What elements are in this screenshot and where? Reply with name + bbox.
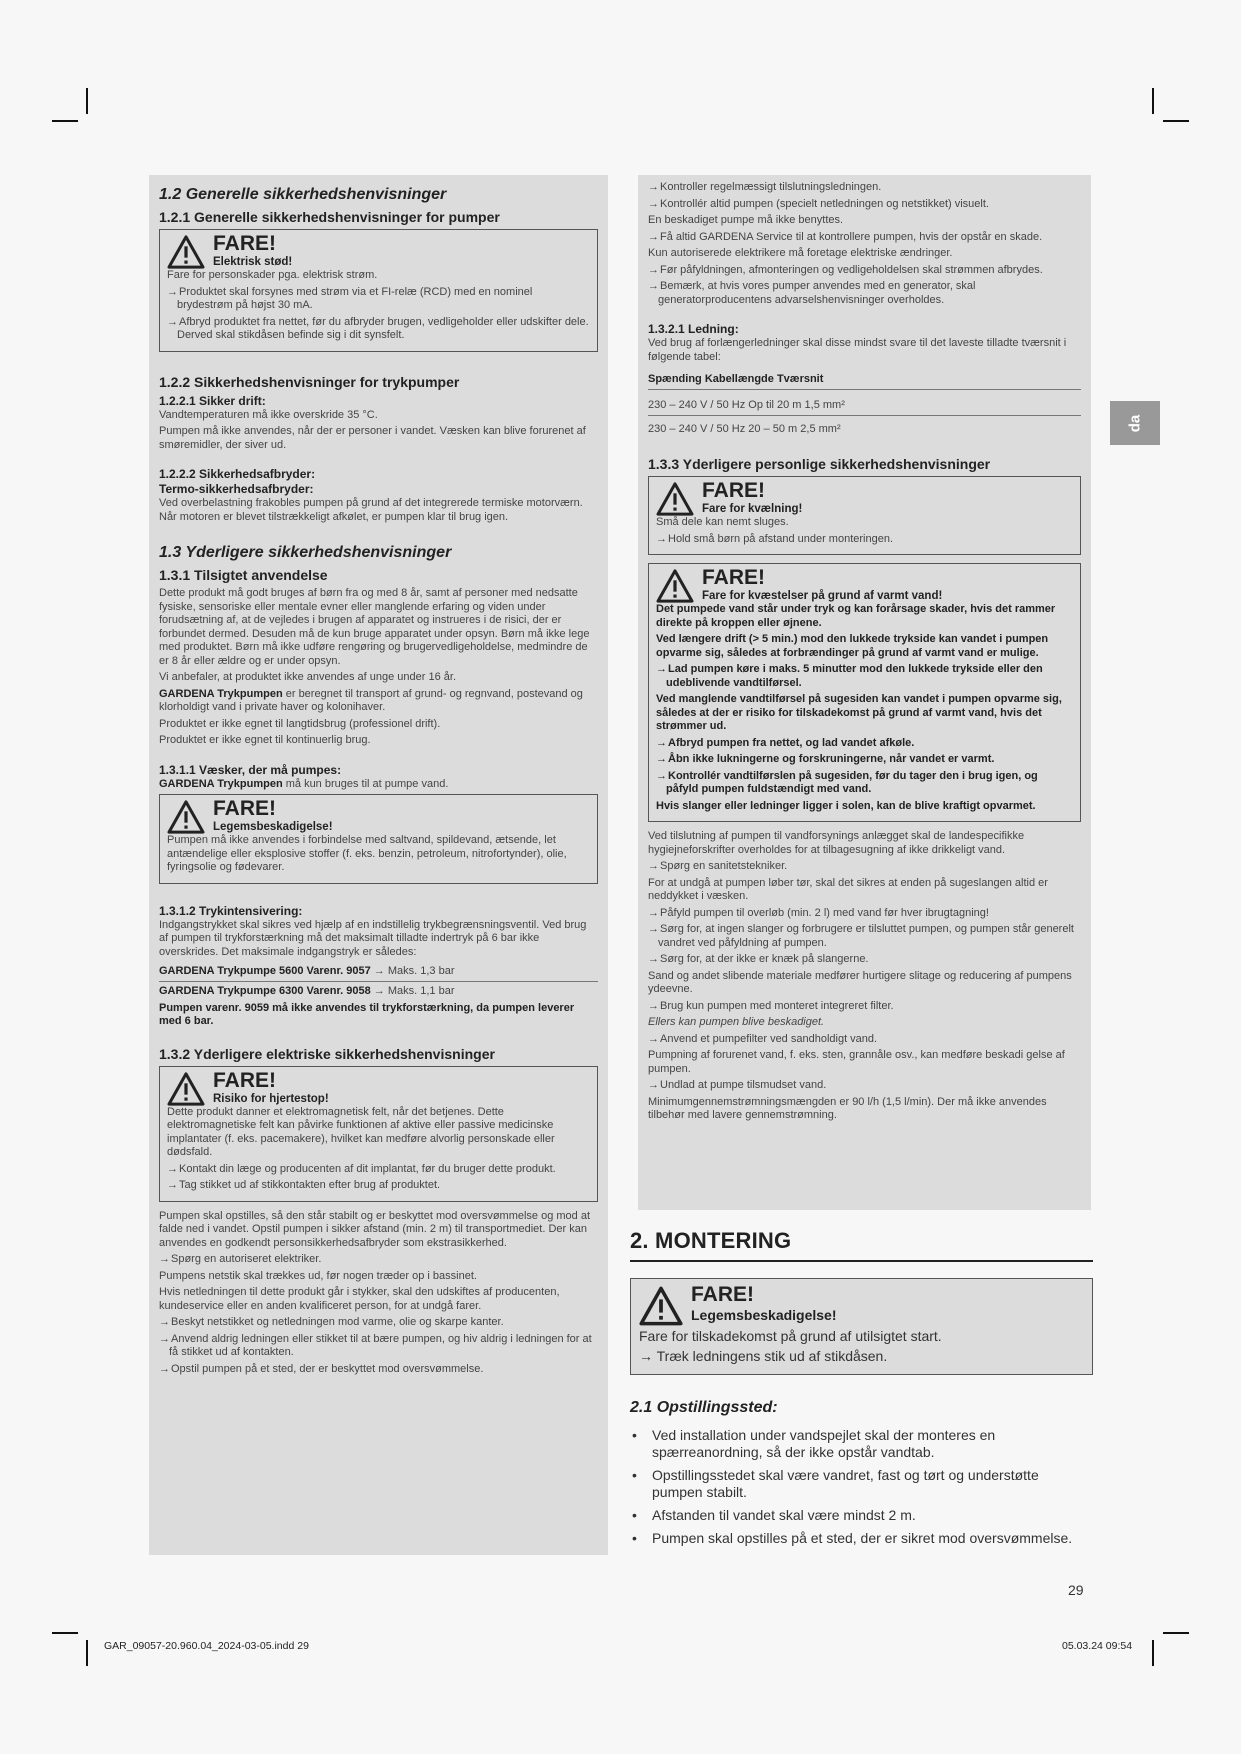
danger-text: Fare for personskader pga. elektrisk strøm.	[167, 269, 378, 281]
arrow-icon: →	[648, 953, 659, 965]
warning-triangle-icon	[167, 1072, 205, 1106]
list-item: →Sørg for, at der ikke er knæk på slangerne.	[648, 953, 869, 965]
list-item: →Afbryd produktet fra nettet, før du afbryder brugen, vedligeholder eller udskifter dele. Derved skal stikdåsen befinde sig i dit synsfelt.	[167, 315, 589, 341]
list-item: →Kontakt din læge og producenten af dit implantat, før du bruger dette produkt.	[167, 1162, 556, 1175]
paragraph: GARDENA Trykpumpen må kun bruges til at pumpe vand.	[159, 777, 449, 790]
list-item: →Beskyt netstikket og netledningen mod varme, olie og skarpe kanter.	[159, 1316, 504, 1328]
paragraph: For at undgå at pumpen løber tør, skal det sikres at enden på sugeslangen altid er neddykket i væsken.	[648, 876, 1048, 902]
arrow-icon: →	[656, 532, 667, 545]
list-item: →Åbn ikke lukningerne og forskruningerne, når vandet er varmt.	[656, 753, 995, 765]
list-item: →Spørg en autoriseret elektriker.	[159, 1253, 322, 1265]
arrow-icon: →	[648, 1079, 659, 1091]
paragraph: Ellers kan pumpen blive beskadiget.	[648, 1016, 825, 1028]
pressure-row: GARDENA Trykpumpe 6300 Varenr. 9058 → Maks. 1,1 bar	[159, 985, 455, 997]
danger-text: Hvis slanger eller ledninger ligger i solen, kan de blive kraftigt opvarmet.	[656, 799, 1036, 812]
paragraph: Kun autoriserede elektrikere må foretage elektriske ændringer.	[648, 247, 953, 259]
list-item: →Produktet skal forsynes med strøm via et FI-relæ (RCD) med en nominel brydestrøm på højst 30 mA.	[167, 285, 533, 311]
danger-box-hot-water	[648, 563, 1081, 822]
arrow-icon: →	[648, 923, 659, 935]
arrow-icon: →	[167, 1179, 178, 1191]
danger-text: Dette produkt danner et elektromagnetisk felt, når det betjenes. Dette elektromagnetiske felt kan påvirke funktionen af aktive eller passive medicinske implantater (f. eks. pacemakere), hvilket kan medføre alvorlig personskade eller dødsfald.	[167, 1105, 555, 1158]
warning-triangle-icon	[639, 1286, 683, 1326]
bullet-item: • Pumpen skal opstilles på et sted, der er sikret mod oversvømmelse.	[632, 1530, 1073, 1546]
paragraph: GARDENA Trykpumpen er beregnet til transport af grund- og regnvand, postevand og klorholdigt vand i private haver og kolonihaver.	[159, 687, 583, 713]
danger-box-montering	[630, 1278, 1093, 1375]
subsection-heading: 1.2.2 Sikkerhedshenvisninger for trykpumper	[159, 373, 460, 390]
danger-title: FARE!	[213, 797, 276, 820]
danger-title: FARE!	[702, 566, 765, 589]
crop-mark	[52, 120, 78, 122]
crop-mark	[1152, 1640, 1154, 1666]
arrow-icon: →	[648, 999, 659, 1012]
list-item: →Kontrollér altid pumpen (specielt netledningen og netstikket) visuelt.	[648, 197, 989, 210]
list-item: →Anvend aldrig ledningen eller stikket til at bære pumpen, og hiv aldrig i ledningen for at få stikket ud af kontakten.	[159, 1332, 592, 1358]
arrow-icon: →	[648, 1032, 659, 1045]
paragraph: Pumpen skal opstilles, så den står stabilt og er beskyttet mod oversvømmelse og mod at falde ned i vandet. Opstil pumpen i sikker afstand (min. 2 m) til transportmediet. Der kan anvendes en godkendt personsikkerhedsafbryder som ekstrasikkerhed.	[159, 1209, 591, 1249]
chapter-heading: 2. MONTERING	[630, 1228, 1093, 1262]
paragraph: Produktet er ikke egnet til langtidsbrug (professionel drift).	[159, 717, 441, 730]
danger-text: Ved manglende vandtilførsel på sugesiden kan vandet i pumpen opvarme sig, således at der er risiko for tilskadekomst på grund af varmt vand, hvis det strømmer ud.	[656, 693, 1062, 732]
list-item: →Spørg en sanitetstekniker.	[648, 860, 788, 872]
list-item: →Sørg for, at ingen slanger og forbrugere er tilsluttet pumpen, og pumpen står generelt vandret ved påfyldning af pumpen.	[648, 923, 1074, 949]
paragraph: Minimumgennemstrømningsmængden er 90 l/h (1,5 l/min). Der må ikke anvendes tilbehør med lavere gennemstrømning.	[648, 1095, 1047, 1121]
arrow-icon: →	[648, 906, 659, 919]
danger-subtitle: Elektrisk stød!	[213, 256, 293, 268]
arrow-icon: →	[656, 769, 667, 782]
arrow-icon: →	[639, 1348, 653, 1364]
danger-title: FARE!	[691, 1283, 754, 1306]
paragraph: En beskadiget pumpe må ikke benyttes.	[648, 214, 844, 226]
warning-triangle-icon	[167, 235, 205, 269]
danger-subtitle: Legemsbeskadigelse!	[691, 1307, 837, 1323]
crop-mark	[1152, 88, 1154, 114]
paragraph: Vi anbefaler, at produktet ikke anvendes af unge under 16 år.	[159, 671, 457, 683]
paragraph: Indgangstrykket skal sikres ved hjælp af en indstillelig trykbegrænsningsventil. Ved brug af pumpen til trykforstærkning må det maksimalt tilladte indertryk på 6 bar ikke overskrides. Det maksimale indgangstryk er således:	[159, 918, 587, 958]
cable-table-row: 230 – 240 V / 50 Hz 20 – 50 m 2,5 mm²	[648, 423, 841, 435]
arrow-icon: →	[656, 736, 667, 749]
danger-text: Pumpen må ikke anvendes i forbindelse med saltvand, spildevand, ætsende, let antændelige eller eksplosive stoffer (f. eks. benzin, petroleum, nitrofortynder), olie, fyringsolie og fødevarer.	[167, 834, 567, 873]
danger-subtitle: Fare for kvælning!	[702, 503, 803, 515]
warning-triangle-icon	[167, 800, 205, 834]
section-montering	[630, 1228, 1093, 1553]
danger-box-cardiac	[159, 1066, 598, 1202]
bullet-icon: •	[632, 1530, 637, 1546]
bullet-icon: •	[632, 1427, 637, 1443]
bullet-item: • Ved installation under vandspejlet skal der monteres en spærreanordning, så der ikke opstår vandtab.	[632, 1427, 996, 1460]
danger-box-choking	[648, 476, 1081, 555]
bullet-item: • Opstillingsstedet skal være vandret, fast og tørt og understøtte pumpen stabilt.	[632, 1467, 1039, 1500]
crop-mark	[86, 1640, 88, 1666]
danger-box-injury	[159, 794, 598, 884]
warning-triangle-icon	[656, 482, 694, 516]
arrow-icon: →	[656, 663, 667, 675]
warning-triangle-icon	[656, 569, 694, 603]
danger-title: FARE!	[213, 1068, 276, 1092]
paragraph: Ved brug af forlængerledninger skal disse mindst svare til det laveste tilladte tværsnit i følgende tabel:	[648, 337, 1067, 363]
section-heading: 1.2 Generelle sikkerhedshenvisninger	[159, 186, 447, 203]
crop-mark	[1163, 1632, 1189, 1634]
arrow-icon: →	[648, 860, 659, 872]
subsubsection-heading: 1.2.2.2 Sikkerhedsafbryder:	[159, 467, 316, 481]
list-item: →Undlad at pumpe tilsmudset vand.	[648, 1079, 827, 1091]
crop-mark	[86, 88, 88, 114]
arrow-icon: →	[648, 230, 659, 243]
paragraph: Pumpens netstik skal trækkes ud, før nogen træder op i bassinet.	[159, 1269, 477, 1282]
paragraph: Hvis netledningen til dette produkt går i stykker, skal den udskiftes af producenten, kundeservice eller en anden kvalificeret person, for at undgå farer.	[159, 1286, 560, 1312]
paragraph: Sand og andet slibende materiale medfører hurtigere slitage og reducering af pumpens ydeevne.	[648, 969, 1072, 995]
list-item: →Anvend et pumpefilter ved sandholdigt vand.	[648, 1032, 878, 1045]
paragraph: Ved overbelastning frakobles pumpen på grund af det integrerede termiske motorværn. Når motoren er blevet tilstrækkeligt afkølet, er pumpen klar til brug igen.	[159, 497, 583, 523]
right-column	[638, 175, 1091, 1210]
danger-box-electric	[159, 229, 598, 352]
footer-file: GAR_09057-20.960.04_2024-03-05.indd 29	[104, 1640, 309, 1652]
subsection-heading: 1.3.1 Tilsigtet anvendelse	[159, 567, 328, 583]
language-tab: da	[1110, 401, 1160, 445]
pressure-row: GARDENA Trykpumpe 5600 Varenr. 9057 → Maks. 1,3 bar	[159, 962, 598, 982]
list-item: →Opstil pumpen på et sted, der er beskyttet mod oversvømmelse.	[159, 1362, 484, 1375]
danger-subtitle: Legemsbeskadigelse!	[213, 821, 333, 833]
list-item: →Afbryd pumpen fra nettet, og lad vandet afkøle.	[656, 736, 915, 749]
paragraph: Dette produkt må godt bruges af børn fra og med 8 år, samt af personer med nedsatte fysiske, sensoriske eller mentale evner eller manglende erfaring og viden under forudsætning af, at de vejledes i brugen af apparatet og instrueres i de risici, der er forbundet dermed. Desuden må de kun bruge apparatet under opsyn. Børn må ikke lege med produktet. Børn må ikke udføre rengøring og brugervedligeholdelse, medmindre de er 8 år eller ældre og er under opsyn.	[159, 587, 590, 667]
page-number: 29	[1068, 1582, 1084, 1598]
arrow-icon: →	[648, 197, 659, 210]
subsection-heading: 1.2.1 Generelle sikkerhedshenvisninger for pumper	[159, 209, 500, 225]
danger-text: Det pumpede vand står under tryk og kan forårsage skader, hvis det rammer direkte på kroppen eller øjnene.	[656, 603, 1056, 629]
subsection-heading: 1.3.3 Yderligere personlige sikkerhedshenvisninger	[648, 456, 991, 472]
danger-subtitle: Fare for kvæstelser på grund af varmt vand!	[702, 590, 943, 602]
paragraph: Vandtemperaturen må ikke overskride 35 °C.	[159, 408, 378, 421]
list-item: →Lad pumpen køre i maks. 5 minutter mod den lukkede trykside eller den udeblivende vandtilførsel.	[656, 663, 1043, 689]
cable-table-header: Spænding Kabellængde Tværsnit	[648, 370, 1081, 390]
arrow-icon: →	[167, 315, 178, 328]
crop-mark	[52, 1632, 78, 1634]
subsubsection-heading: 1.2.2.1 Sikker drift:	[159, 393, 266, 408]
arrow-icon: →	[648, 263, 659, 276]
crop-mark	[1163, 120, 1189, 122]
list-item: →Kontrollér vandtilførslen på sugesiden, før du tager den i brug igen, og påfyld pumpen fuldstændigt med vand.	[656, 769, 1038, 795]
danger-subtitle: Risiko for hjertestop!	[213, 1092, 329, 1105]
bullet-icon: •	[632, 1507, 637, 1523]
arrow-icon: →	[159, 1362, 170, 1375]
list-item: →Kontroller regelmæssigt tilslutningsledningen.	[648, 181, 882, 193]
arrow-icon: →	[159, 1253, 170, 1265]
danger-text: Små dele kan nemt sluges.	[656, 516, 789, 528]
subsubsection-heading: Termo-sikkerhedsafbryder:	[159, 482, 314, 496]
arrow-icon: →	[159, 1332, 170, 1345]
arrow-icon: →	[167, 1162, 178, 1175]
arrow-icon: →	[648, 181, 659, 193]
list-item: →Tag stikket ud af stikkontakten efter brug af produktet.	[167, 1179, 441, 1191]
list-item: →Før påfyldningen, afmonteringen og vedligeholdelsen skal strømmen afbrydes.	[648, 263, 1043, 276]
subsection-heading: 1.3.2 Yderligere elektriske sikkerhedshenvisninger	[159, 1045, 495, 1062]
danger-title: FARE!	[702, 479, 765, 502]
arrow-icon: →	[656, 753, 667, 765]
bullet-item: • Afstanden til vandet skal være mindst 2 m.	[632, 1507, 916, 1523]
after-list	[648, 830, 1081, 1123]
footer-date: 05.03.24 09:54	[1062, 1640, 1133, 1652]
danger-text: Ved længere drift (> 5 min.) mod den lukkede trykside kan vandet i pumpen opvarme sig, således at forbrændinger på grund af varmt vand er mulige.	[656, 633, 1049, 659]
danger-text: Fare for tilskadekomst på grund af utilsigtet start.	[639, 1328, 942, 1344]
subsubsection-heading: 1.3.2.1 Ledning:	[648, 322, 739, 336]
bullet-icon: •	[632, 1467, 637, 1483]
list-item: →Brug kun pumpen med monteret integreret filter.	[648, 999, 894, 1012]
paragraph: Pumpning af forurenet vand, f. eks. sten, grannåle osv., kan medføre beskadi gelse af pumpen.	[648, 1049, 1065, 1075]
danger-title: FARE!	[213, 232, 276, 255]
arrow-icon: →	[648, 280, 659, 292]
list-item: →Hold små børn på afstand under monteringen.	[656, 532, 894, 545]
list-item: →Bemærk, at hvis vores pumper anvendes med en generator, skal generatorproducentens advarselshenvisninger overholdes.	[648, 280, 976, 306]
list-item: →Få altid GARDENA Service til at kontrollere pumpen, hvis der opstår en skade.	[648, 230, 1043, 243]
section-heading: 1.3 Yderligere sikkerhedshenvisninger	[159, 544, 452, 561]
left-column	[149, 175, 608, 1555]
cable-table-row: 230 – 240 V / 50 Hz Op til 20 m 1,5 mm²	[648, 393, 1081, 416]
paragraph: Pumpen må ikke anvendes, når der er personer i vandet. Væsken kan blive forurenet af smøremidler, der siver ud.	[159, 425, 586, 451]
arrow-icon: →	[167, 285, 178, 298]
section-heading: 2.1 Opstillingssted:	[630, 1399, 778, 1416]
list-item: →Påfyld pumpen til overløb (min. 2 l) med vand før hver ibrugtagning!	[648, 906, 989, 919]
list-item: → Træk ledningens stik ud af stikdåsen.	[639, 1348, 888, 1364]
subsubsection-heading: 1.3.1.1 Væsker, der må pumpes:	[159, 762, 342, 777]
arrow-icon: →	[159, 1316, 170, 1328]
paragraph: Ved tilslutning af pumpen til vandforsynings anlægget skal de landespecifikke hygiejneforskrifter overholdes for at tilbagesugning af ikke drikkeligt vand.	[648, 830, 1025, 856]
subsubsection-heading: 1.3.1.2 Trykintensivering:	[159, 903, 303, 918]
paragraph: Produktet er ikke egnet til kontinuerlig brug.	[159, 734, 371, 746]
paragraph: Pumpen varenr. 9059 må ikke anvendes til trykforstærkning, da pumpen leverer med 6 bar.	[159, 1001, 575, 1027]
